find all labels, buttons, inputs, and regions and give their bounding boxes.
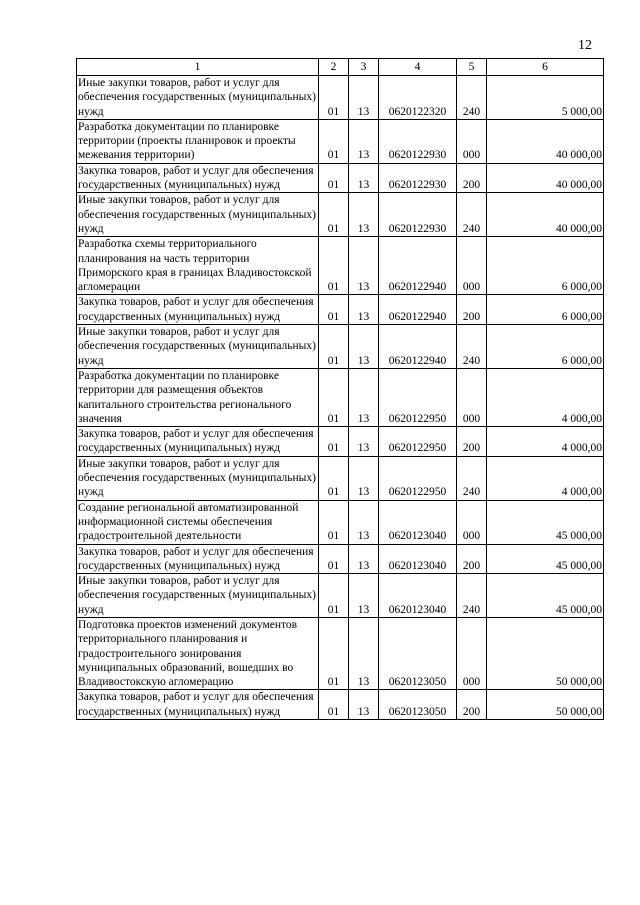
row-subsection: 13 <box>349 574 379 618</box>
table-row <box>77 427 604 457</box>
row-amount: 40 000,00 <box>487 119 604 163</box>
header-col-1: 1 <box>77 59 319 76</box>
table-row <box>77 368 604 426</box>
row-target-article: 0620122950 <box>379 427 457 457</box>
row-expense-type: 200 <box>457 295 487 325</box>
row-target-article: 0620123050 <box>379 690 457 720</box>
header-col-3: 3 <box>349 59 379 76</box>
row-name: Закупка товаров, работ и услуг для обеспечения государственных (муниципальных) нужд <box>77 295 319 325</box>
row-name: Разработка документации по планировке территории (проекты планировок и проекты межевания территории) <box>77 119 319 163</box>
row-subsection: 13 <box>349 119 379 163</box>
row-subsection: 13 <box>349 325 379 369</box>
row-subsection: 13 <box>349 690 379 720</box>
row-target-article: 0620122950 <box>379 456 457 500</box>
row-target-article: 0620122940 <box>379 295 457 325</box>
row-subsection: 13 <box>349 193 379 237</box>
row-section: 01 <box>319 325 349 369</box>
row-subsection: 13 <box>349 617 379 689</box>
row-section: 01 <box>319 119 349 163</box>
row-expense-type: 000 <box>457 368 487 426</box>
table-row <box>77 544 604 574</box>
row-target-article: 0620122930 <box>379 119 457 163</box>
row-target-article: 0620122940 <box>379 325 457 369</box>
row-amount: 6 000,00 <box>487 325 604 369</box>
row-target-article: 0620122950 <box>379 368 457 426</box>
row-subsection: 13 <box>349 456 379 500</box>
row-expense-type: 240 <box>457 325 487 369</box>
row-section: 01 <box>319 193 349 237</box>
row-section: 01 <box>319 617 349 689</box>
header-col-4: 4 <box>379 59 457 76</box>
table-row <box>77 119 604 163</box>
row-subsection: 13 <box>349 368 379 426</box>
table-row <box>77 574 604 618</box>
row-name: Разработка схемы территориального планирования на часть территории Приморского края в границах Владивостокской агломерации <box>77 237 319 295</box>
row-name: Разработка документации по планировке территории для размещения объектов капитального строительства регионального значения <box>77 368 319 426</box>
table-row <box>77 237 604 295</box>
row-expense-type: 000 <box>457 119 487 163</box>
budget-table <box>76 58 604 720</box>
row-section: 01 <box>319 690 349 720</box>
table-row <box>77 193 604 237</box>
header-col-2: 2 <box>319 59 349 76</box>
row-amount: 50 000,00 <box>487 690 604 720</box>
table-row <box>77 295 604 325</box>
page-number: 12 <box>578 38 592 53</box>
row-subsection: 13 <box>349 544 379 574</box>
row-subsection: 13 <box>349 295 379 325</box>
row-target-article: 0620123040 <box>379 574 457 618</box>
row-target-article: 0620122930 <box>379 193 457 237</box>
header-col-5: 5 <box>457 59 487 76</box>
header-col-6: 6 <box>487 59 604 76</box>
row-amount: 4 000,00 <box>487 368 604 426</box>
table-row <box>77 456 604 500</box>
row-amount: 40 000,00 <box>487 163 604 193</box>
row-expense-type: 200 <box>457 427 487 457</box>
row-expense-type: 240 <box>457 456 487 500</box>
row-subsection: 13 <box>349 237 379 295</box>
row-subsection: 13 <box>349 427 379 457</box>
row-expense-type: 240 <box>457 193 487 237</box>
row-subsection: 13 <box>349 500 379 544</box>
row-expense-type: 240 <box>457 574 487 618</box>
row-amount: 45 000,00 <box>487 500 604 544</box>
row-name: Иные закупки товаров, работ и услуг для обеспечения государственных (муниципальных) нужд <box>77 574 319 618</box>
row-amount: 5 000,00 <box>487 76 604 120</box>
row-target-article: 0620123050 <box>379 617 457 689</box>
row-subsection: 13 <box>349 163 379 193</box>
row-expense-type: 000 <box>457 617 487 689</box>
table-header-row <box>77 59 604 76</box>
table-row <box>77 76 604 120</box>
row-expense-type: 200 <box>457 163 487 193</box>
row-section: 01 <box>319 456 349 500</box>
table-row <box>77 500 604 544</box>
row-section: 01 <box>319 163 349 193</box>
row-expense-type: 240 <box>457 76 487 120</box>
row-target-article: 0620122320 <box>379 76 457 120</box>
row-amount: 50 000,00 <box>487 617 604 689</box>
row-amount: 6 000,00 <box>487 237 604 295</box>
table-row <box>77 325 604 369</box>
table-row <box>77 690 604 720</box>
row-name: Закупка товаров, работ и услуг для обеспечения государственных (муниципальных) нужд <box>77 163 319 193</box>
row-name: Иные закупки товаров, работ и услуг для обеспечения государственных (муниципальных) нужд <box>77 76 319 120</box>
row-name: Подготовка проектов изменений документов территориального планирования и градостроительного зонирования муниципальных образований, вошедших во Владивостокскую агломерацию <box>77 617 319 689</box>
table-row <box>77 617 604 689</box>
row-name: Закупка товаров, работ и услуг для обеспечения государственных (муниципальных) нужд <box>77 690 319 720</box>
row-target-article: 0620122940 <box>379 237 457 295</box>
row-amount: 45 000,00 <box>487 574 604 618</box>
row-amount: 4 000,00 <box>487 427 604 457</box>
row-target-article: 0620123040 <box>379 500 457 544</box>
row-amount: 40 000,00 <box>487 193 604 237</box>
row-expense-type: 200 <box>457 690 487 720</box>
row-section: 01 <box>319 500 349 544</box>
row-amount: 6 000,00 <box>487 295 604 325</box>
row-target-article: 0620122930 <box>379 163 457 193</box>
row-name: Иные закупки товаров, работ и услуг для обеспечения государственных (муниципальных) нужд <box>77 193 319 237</box>
row-name: Иные закупки товаров, работ и услуг для обеспечения государственных (муниципальных) нужд <box>77 456 319 500</box>
row-section: 01 <box>319 574 349 618</box>
row-section: 01 <box>319 76 349 120</box>
row-name: Иные закупки товаров, работ и услуг для обеспечения государственных (муниципальных) нужд <box>77 325 319 369</box>
row-amount: 4 000,00 <box>487 456 604 500</box>
row-section: 01 <box>319 427 349 457</box>
row-section: 01 <box>319 237 349 295</box>
table-row <box>77 163 604 193</box>
row-name: Закупка товаров, работ и услуг для обеспечения государственных (муниципальных) нужд <box>77 544 319 574</box>
row-section: 01 <box>319 368 349 426</box>
row-target-article: 0620123040 <box>379 544 457 574</box>
row-name: Закупка товаров, работ и услуг для обеспечения государственных (муниципальных) нужд <box>77 427 319 457</box>
row-amount: 45 000,00 <box>487 544 604 574</box>
row-expense-type: 000 <box>457 500 487 544</box>
row-section: 01 <box>319 544 349 574</box>
row-name: Создание региональной автоматизированной информационной системы обеспечения градостроительной деятельности <box>77 500 319 544</box>
row-expense-type: 000 <box>457 237 487 295</box>
row-section: 01 <box>319 295 349 325</box>
row-subsection: 13 <box>349 76 379 120</box>
row-expense-type: 200 <box>457 544 487 574</box>
